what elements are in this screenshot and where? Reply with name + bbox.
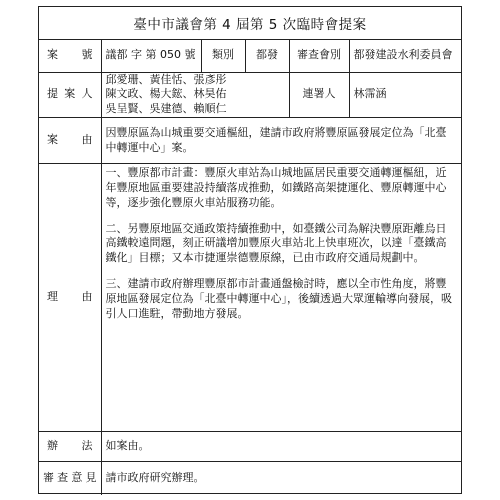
method-row: [39, 432, 461, 462]
case-number-row: [39, 40, 461, 72]
proposers-line: 陳文政、楊大鋐、林昊佑: [105, 87, 227, 101]
proposers-line: 邱愛珊、黃佳恬、張彥彤: [105, 72, 227, 86]
proposal-table: [39, 40, 461, 495]
case-row: [39, 118, 461, 164]
proposers-label: 提案人: [39, 72, 101, 118]
committee-label: 審查會別: [289, 40, 349, 72]
review-label: 審查意見: [39, 462, 101, 495]
cosigner-value: 林霈涵: [349, 72, 461, 118]
method-label: 辦法: [39, 432, 101, 462]
proposers-row: [39, 72, 461, 118]
case-number-label: 案號: [39, 40, 101, 72]
document-title: 臺中市議會第 4 屆第 5 次臨時會提案: [39, 7, 461, 40]
review-row: [39, 462, 461, 495]
review-text: 請市政府研究辦理。: [101, 462, 461, 495]
case-text: 因豐原區為山城重要交通樞紐，建請市政府將豐原區發展定位為「北臺中轉運中心」案。: [101, 118, 461, 164]
committee-value: 都發建設水利委員會: [349, 40, 461, 72]
reason-paragraph: 一、豐原都市計畫：豐原火車站為山城地區居民重要交通轉運樞紐，近年豐原地區重要建設持續落成推動，如鐵路高架捷運化、豐原轉運中心等，逐步強化豐原火車站服務功能。: [105, 166, 447, 209]
reason-text: [101, 164, 461, 432]
reason-paragraph: 二、另豐原地區交通政策持續推動中，如臺鐵公司為解決豐原距離烏日高鐵較遠問題，刻正研議增加豐原火車站北上快車班次，以達「臺鐵高鐵化」目標；又本市捷運崇德豐原線，已由市政府交通局規劃中。: [105, 221, 447, 265]
proposal-form: [38, 6, 462, 494]
reason-paragraph: 三、建請市政府辦理豐原都市計畫通盤檢討時，應以全市性角度，將豐原地區發展定位為「北臺中轉運中心」，後續透過大眾運輸導向發展，吸引人口進駐，帶動地方發展。: [105, 277, 452, 320]
category-value: 都發: [245, 40, 289, 72]
proposers-line: 吳呈賢、吳建德、賴順仁: [105, 102, 227, 116]
case-label: 案由: [39, 118, 101, 164]
proposers-names: [101, 72, 289, 118]
case-number-value: 議都 字 第 050 號: [101, 40, 201, 72]
reason-label: 理由: [39, 164, 101, 432]
cosigner-label: 連署人: [289, 72, 349, 118]
method-text: 如案由。: [101, 432, 461, 462]
category-label: 類別: [201, 40, 245, 72]
reason-row: [39, 164, 461, 432]
